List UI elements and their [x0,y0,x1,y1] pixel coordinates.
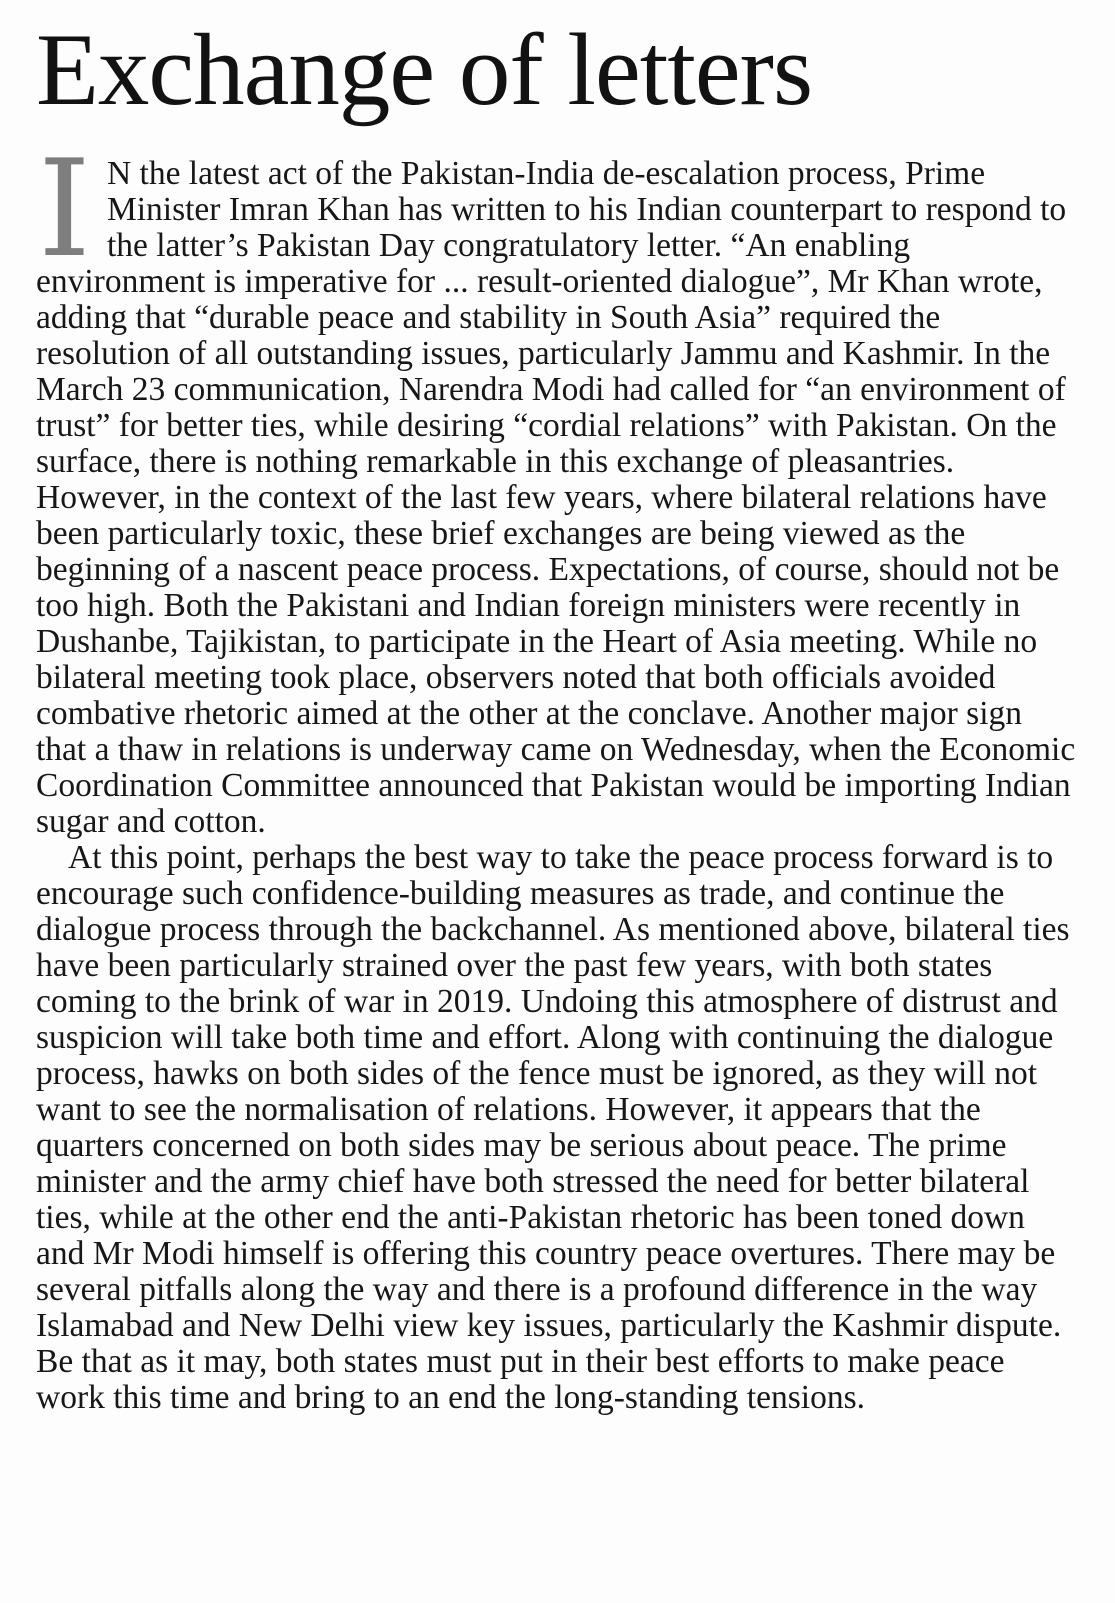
paragraph-2: At this point, perhaps the best way to take the peace process forward is to encourage such confidence-building measures as trade, and continue the dialogue process through the backchannel. As mentioned above, bilateral ties have been particularly strained over the past few years, with both states coming to the brink of war in 2019. Undoing this atmosphere of distrust and suspicion will take both time and effort. Along with continuing the dialogue process, hawks on both sides of the fence must be ignored, as they will not want to see the normalisation of relations. However, it appears that the quarters concerned on both sides may be serious about peace. The prime minister and the army chief have both stressed the need for better bilateral ties, while at the other end the anti-Pakistan rhetoric has been toned down and Mr Modi himself is offering this country peace overtures. There may be several pitfalls along the way and there is a profound difference in the way Islamabad and New Delhi view key issues, particularly the Kashmir dispute. Be that as it may, both states must put in their best efforts to make peace work this time and bring to an end the long-standing tensions. [36,839,1070,1416]
paragraph-1 [36,131,1077,840]
article-headline: Exchange of letters [36,13,813,127]
article-body [36,131,1077,1416]
drop-cap-letter: I [38,131,91,287]
paragraph-1-text: N the latest act of the Pakistan-India de-escalation process, Prime Minister Imran Khan has written to his Indian counterpart to respond to the latter’s Pakistan Day congratulatory letter. “An enabling environment is imperative for ... result-oriented dialogue”, Mr Khan wrote, adding that “durable peace and stability in South Asia” required the resolution of all outstanding issues, particularly Jammu and Kashmir. In the March 23 communication, Narendra Modi had called for “an environment of trust” for better ties, while desiring “cordial relations” with Pakistan. On the surface, there is nothing remarkable in this exchange of pleasantries. However, in the context of the last few years, where bilateral relations have been particularly toxic, these brief exchanges are being viewed as the beginning of a nascent peace process. Expectations, of course, should not be too high. Both the Pakistani and Indian foreign ministers were recently in Dushanbe, Tajikistan, to participate in the Heart of Asia meeting. While no bilateral meeting took place, observers noted that both officials avoided combative rhetoric aimed at the other at the conclave. Another major sign that a thaw in relations is underway came on Wednesday, when the Economic Coordination Committee announced that Pakistan would be importing Indian sugar and cotton. [36,155,1076,840]
